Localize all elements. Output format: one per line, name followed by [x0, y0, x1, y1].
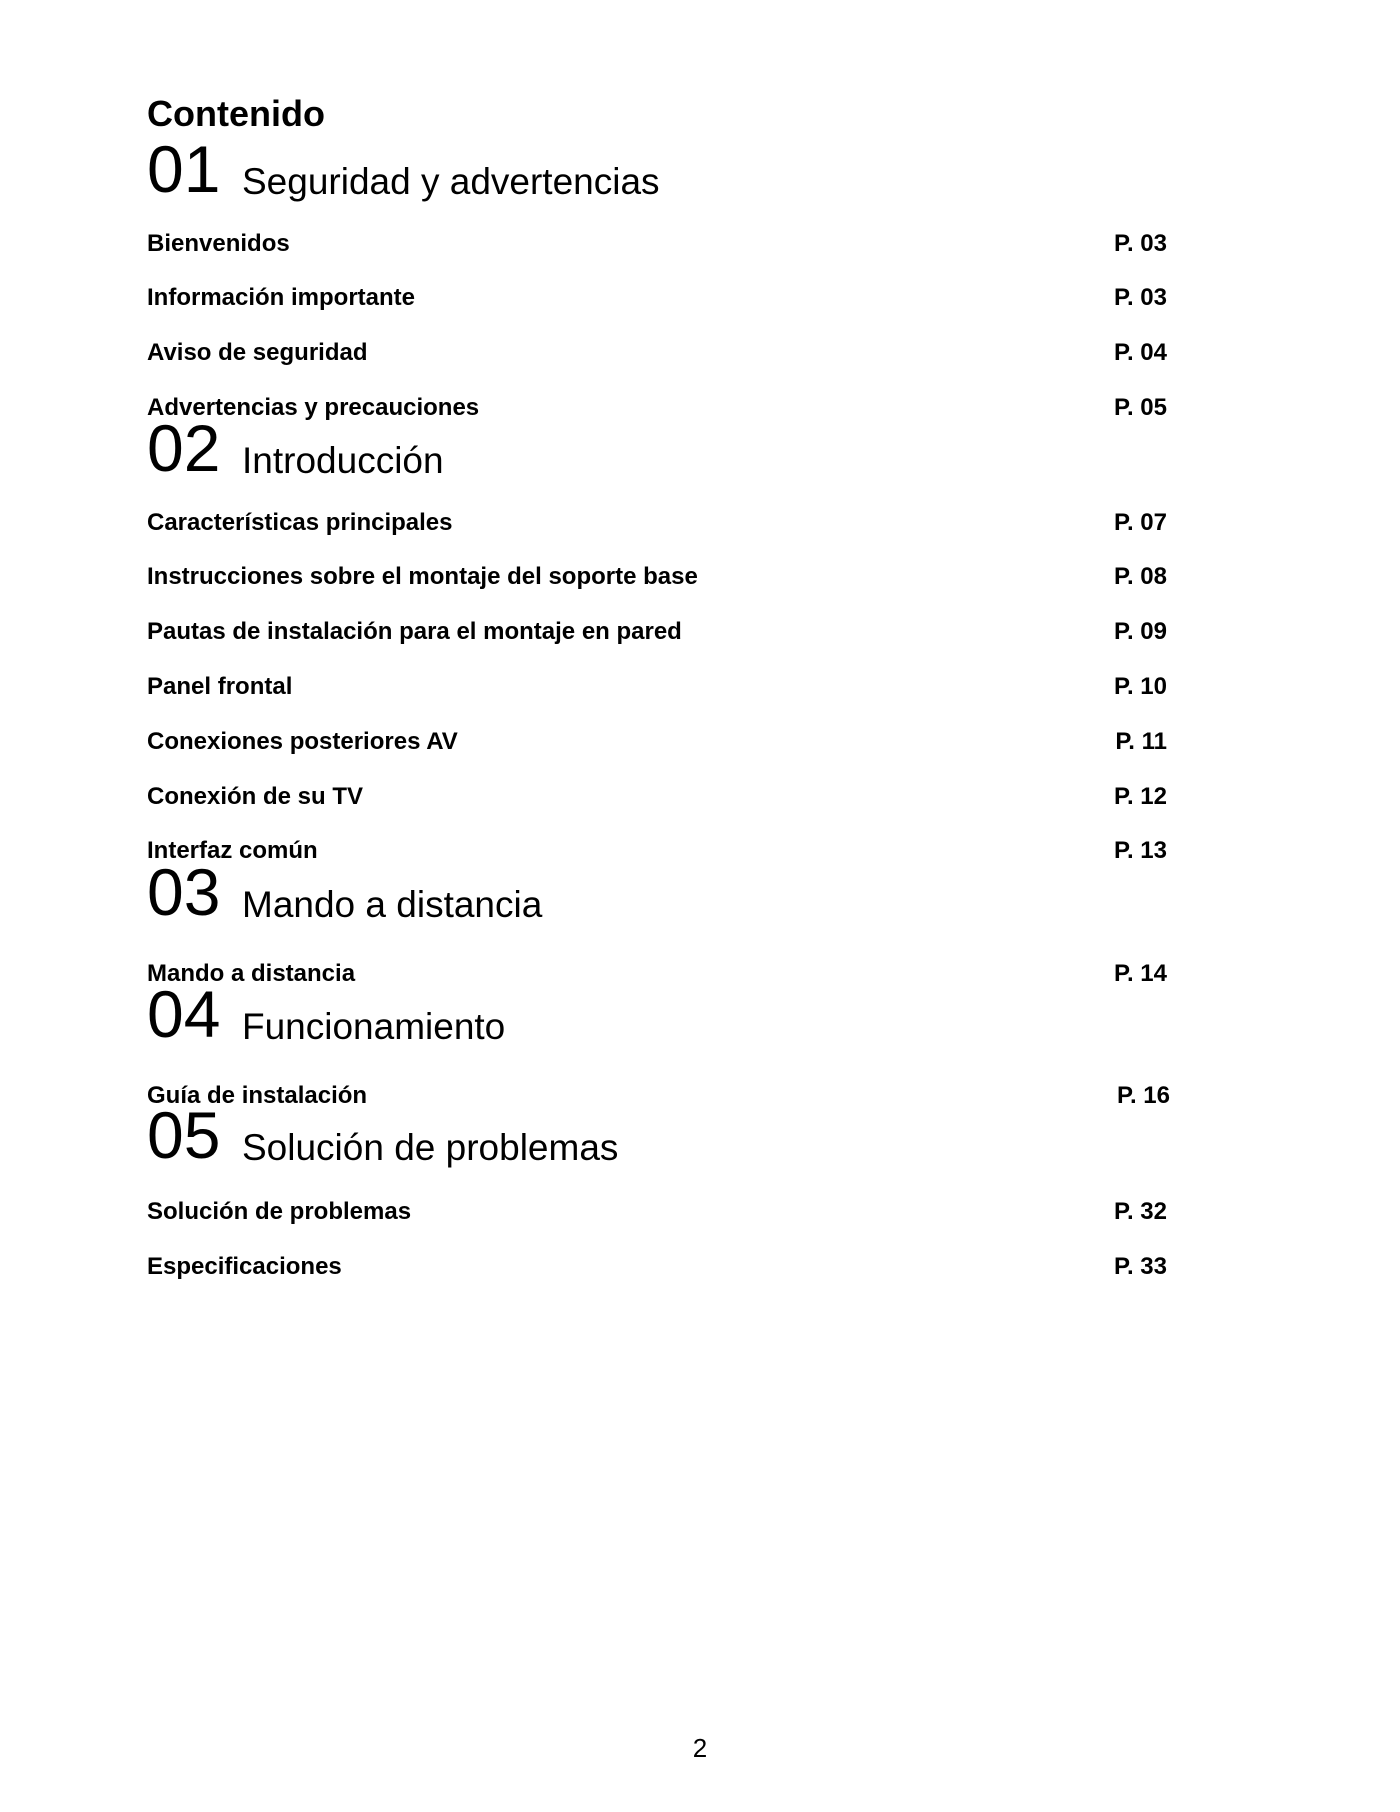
- section-title: Funcionamiento: [242, 1006, 506, 1047]
- toc-entry[interactable]: [147, 282, 1167, 314]
- toc-entry-page: P. 05: [1114, 394, 1167, 421]
- toc-entry-page: P. 03: [1114, 284, 1167, 311]
- toc-entry[interactable]: [147, 228, 1167, 260]
- section-number: 02: [147, 411, 221, 485]
- toc-entry[interactable]: [147, 1080, 1170, 1112]
- toc-entry-label: Instrucciones sobre el montaje del soporte base: [147, 563, 698, 590]
- toc-entry[interactable]: [147, 726, 1167, 758]
- toc-entry-page: P. 33: [1114, 1253, 1167, 1280]
- page-number: 2: [692, 1733, 708, 1763]
- toc-entry-label: Bienvenidos: [147, 230, 290, 257]
- toc-entry[interactable]: [147, 1251, 1167, 1283]
- toc-entry-label: Especificaciones: [147, 1253, 342, 1280]
- toc-entry-label: Conexión de su TV: [147, 783, 364, 810]
- toc-entry-page: P. 10: [1114, 673, 1167, 700]
- toc-entry-page: P. 12: [1114, 783, 1167, 810]
- toc-entry-label: Aviso de seguridad: [147, 339, 368, 366]
- toc-entry-label: Panel frontal: [147, 673, 293, 700]
- toc-entry-page: P. 03: [1114, 230, 1167, 257]
- toc-entry[interactable]: [147, 616, 1167, 648]
- section-number: 05: [147, 1098, 221, 1172]
- toc-entry-label: Guía de instalación: [147, 1082, 368, 1109]
- toc-entry-label: Solución de problemas: [147, 1198, 412, 1225]
- section-number: 01: [147, 132, 221, 206]
- section-title: Introducción: [242, 440, 444, 481]
- toc-entry-page: P. 11: [1115, 728, 1167, 755]
- toc-entry-label: Interfaz común: [147, 837, 318, 864]
- toc-entry-page: P. 16: [1117, 1082, 1170, 1109]
- toc-entry-label: Pautas de instalación para el montaje en pared: [147, 618, 682, 645]
- section-title: Solución de problemas: [242, 1127, 619, 1168]
- toc-entry[interactable]: [147, 507, 1167, 539]
- toc-entry-page: P. 08: [1114, 563, 1167, 590]
- toc-entry-page: P. 32: [1114, 1198, 1167, 1225]
- toc-entry-page: P. 14: [1114, 960, 1167, 987]
- toc-entry-page: P. 13: [1114, 837, 1167, 864]
- toc-entry[interactable]: [147, 835, 1167, 867]
- section-number: 03: [147, 855, 221, 929]
- toc-entry[interactable]: [147, 392, 1167, 424]
- toc-entry-label: Mando a distancia: [147, 960, 356, 987]
- toc-entry-label: Conexiones posteriores AV: [147, 728, 458, 755]
- toc-entry[interactable]: [147, 671, 1167, 703]
- toc-entry-label: Información importante: [147, 284, 416, 311]
- section-number: 04: [147, 977, 221, 1051]
- toc-entry-page: P. 04: [1114, 339, 1167, 366]
- toc-entry-page: P. 09: [1114, 618, 1167, 645]
- toc-entry-label: Advertencias y precauciones: [147, 394, 480, 421]
- page-title: Contenido: [147, 93, 325, 134]
- section-title: Seguridad y advertencias: [242, 161, 660, 202]
- section-title: Mando a distancia: [242, 884, 543, 925]
- toc-entry[interactable]: [147, 337, 1167, 369]
- toc-entry[interactable]: [147, 1196, 1167, 1228]
- toc-entry[interactable]: [147, 958, 1167, 990]
- toc-entry-label: Características principales: [147, 509, 453, 536]
- toc-entry-page: P. 07: [1114, 509, 1167, 536]
- toc-entry[interactable]: [147, 781, 1167, 813]
- toc-entry[interactable]: [147, 561, 1167, 593]
